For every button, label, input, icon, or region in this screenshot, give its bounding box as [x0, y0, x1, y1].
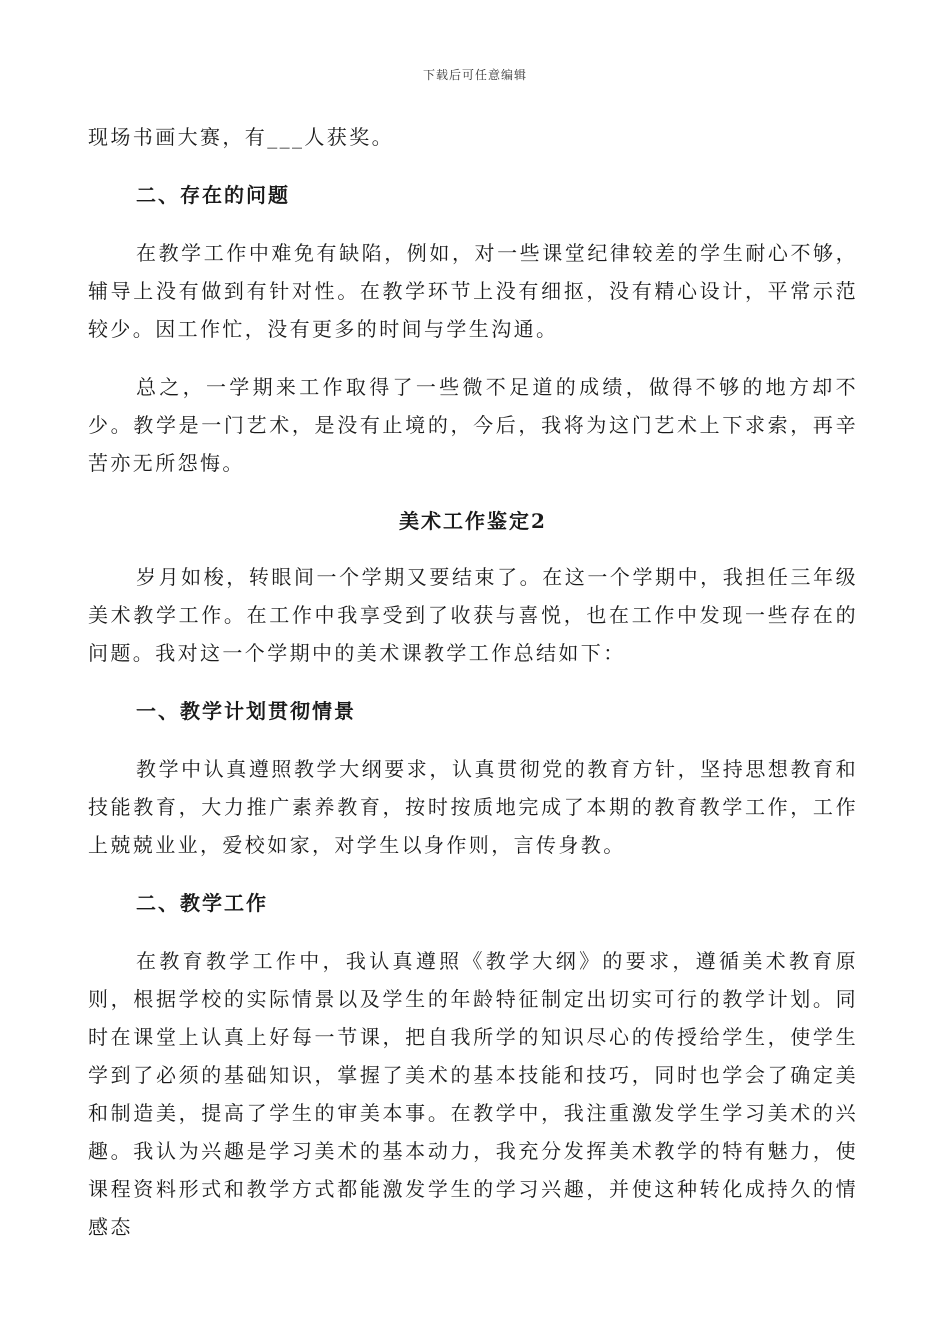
document-body	[88, 118, 858, 1246]
paragraph-intro: 岁月如梭，转眼间一个学期又要结束了。在这一个学期中，我担任三年级美术教学工作。在工作中我享受到了收获与喜悦，也在工作中发现一些存在的问题。我对这一个学期中的美术课教学工作总结如下：	[88, 565, 858, 665]
paragraph-continuation: 现场书画大赛，有___人获奖。	[88, 125, 394, 149]
section-heading-problems: 二、存在的问题	[136, 183, 290, 207]
paragraph-problems: 在教学工作中难免有缺陷，例如，对一些课堂纪律较差的学生耐心不够，辅导上没有做到有针对性。在教学环节上没有细抠，没有精心设计，平常示范较少。因工作忙，没有更多的时间与学生沟通。	[88, 241, 858, 341]
paragraph-plan: 教学中认真遵照教学大纲要求，认真贯彻党的教育方针，坚持思想教育和技能教育，大力推广素养教育，按时按质地完成了本期的教育教学工作，工作上兢兢业业，爱校如家，对学生以身作则，言传身教。	[88, 757, 858, 857]
paragraph-teaching: 在教育教学工作中，我认真遵照《教学大纲》的要求，遵循美术教育原则，根据学校的实际情景以及学生的年龄特征制定出切实可行的教学计划。同时在课堂上认真上好每一节课，把自我所学的知识尽心的传授给学生，使学生学到了必须的基础知识，掌握了美术的基本技能和技巧，同时也学会了确定美和制造美，提高了学生的审美本事。在教学中，我注重激发学生学习美术的兴趣。我认为兴趣是学习美术的基本动力，我充分发挥美术教学的特有魅力，使课程资料形式和教学方式都能激发学生的学习兴趣，并使这种转化成持久的情感态	[88, 949, 858, 1239]
paragraph-summary: 总之，一学期来工作取得了一些微不足道的成绩，做得不够的地方却不少。教学是一门艺术，是没有止境的，今后，我将为这门艺术上下求索，再辛苦亦无所怨悔。	[88, 375, 858, 475]
header-note: 下载后可任意编辑	[422, 68, 527, 82]
section-heading-teaching: 二、教学工作	[136, 891, 268, 915]
section-heading-plan: 一、教学计划贯彻情景	[136, 699, 356, 723]
article-title: 美术工作鉴定2	[399, 509, 547, 533]
